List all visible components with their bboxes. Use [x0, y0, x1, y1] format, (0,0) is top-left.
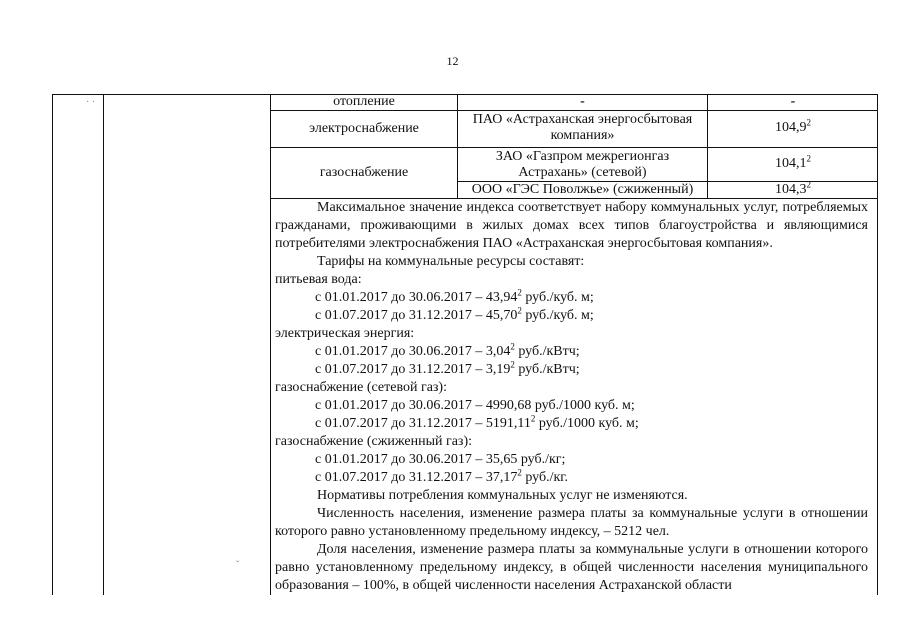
- table-row: [271, 94, 457, 110]
- service-cell: отопление: [333, 94, 395, 109]
- gas-liquefied-title: газоснабжение (сжиженный газ):: [275, 434, 473, 449]
- index-cell: [708, 153, 878, 172]
- scan-dots: · ·: [86, 97, 96, 108]
- tariff-line: с 01.07.2017 до 31.12.2017 – 5191,11$^2$ руб./1000 куб. м;: [315, 413, 639, 431]
- body-text: [275, 199, 868, 595]
- tariff-line: с 01.07.2017 до 31.12.2017 – 45,70$^2$ руб./куб. м;: [315, 305, 594, 323]
- paragraph-population: Численность населения, изменение размера платы за коммунальные услуги в отношении которого равно установленному предельному индексу, – 5212 чел.: [275, 506, 868, 539]
- footnote-mark: 2: [806, 153, 811, 164]
- supplier-cell: ООО «ГЭС Поволжье» (сжиженный): [471, 182, 694, 197]
- paragraph-max-index: Максимальное значение индекса соответствует набору коммунальных услуг, потребляемых гражданами, проживающими в жилых домах всех типов благоустройства и являющимися потребителями электроснабжения ПАО «Астраханская энергосбытовая компания».: [275, 200, 868, 251]
- index-cell: [708, 179, 878, 198]
- scan-dots: ˇ: [236, 560, 240, 571]
- footnote-mark: 2: [806, 117, 811, 128]
- tariff-line: с 01.07.2017 до 31.12.2017 – 3,19$^2$ руб./кВтч;: [315, 359, 580, 377]
- paragraph-norms: Нормативы потребления коммунальных услуг не изменяются.: [317, 488, 688, 503]
- tariff-line: с 01.01.2017 до 30.06.2017 – 4990,68 руб./1000 куб. м;: [315, 398, 635, 413]
- tariff-line: с 01.01.2017 до 30.06.2017 – 43,94$^2$ руб./куб. м;: [315, 287, 594, 305]
- index-cell: [708, 117, 878, 136]
- service-cell: электроснабжение: [309, 121, 419, 136]
- supplier-cell: ПАО «Астраханская энергосбытовая компания»: [472, 112, 693, 143]
- electricity-title: электрическая энергия:: [275, 326, 415, 341]
- index-value: 104,9: [775, 120, 807, 135]
- footnote-mark: 2: [806, 179, 811, 190]
- tariff-line: с 01.01.2017 до 30.06.2017 – 35,65 руб./кг;: [315, 452, 566, 467]
- column-divider-1: [103, 94, 104, 595]
- gas-network-title: газоснабжение (сетевой газ):: [275, 380, 447, 395]
- supplier-cell: ЗАО «Газпром межрегионгаз Астрахань» (сетевой): [495, 149, 670, 180]
- index-value: 104,3: [775, 182, 807, 197]
- tariff-line: с 01.07.2017 до 31.12.2017 – 37,17$^2$ руб./кг.: [315, 467, 568, 485]
- index-value: 104,1: [775, 156, 807, 171]
- index-cell: -: [790, 94, 796, 109]
- supplier-cell: -: [580, 94, 585, 109]
- page-number: 12: [446, 54, 459, 68]
- service-cell: газоснабжение: [319, 165, 409, 180]
- paragraph-share: Доля населения, изменение размера платы за коммунальные услуги в отношении которого равно установленному предельному индексу, в общей численности населения муниципального образования – 100%, в общей численности населения Астраханской области: [275, 542, 868, 593]
- tariff-line: с 01.01.2017 до 30.06.2017 – 3,04$^2$ руб./кВтч;: [315, 341, 580, 359]
- paragraph-tariffs-intro: Тарифы на коммунальные ресурсы составят:: [317, 254, 585, 269]
- water-title: питьевая вода:: [275, 272, 362, 287]
